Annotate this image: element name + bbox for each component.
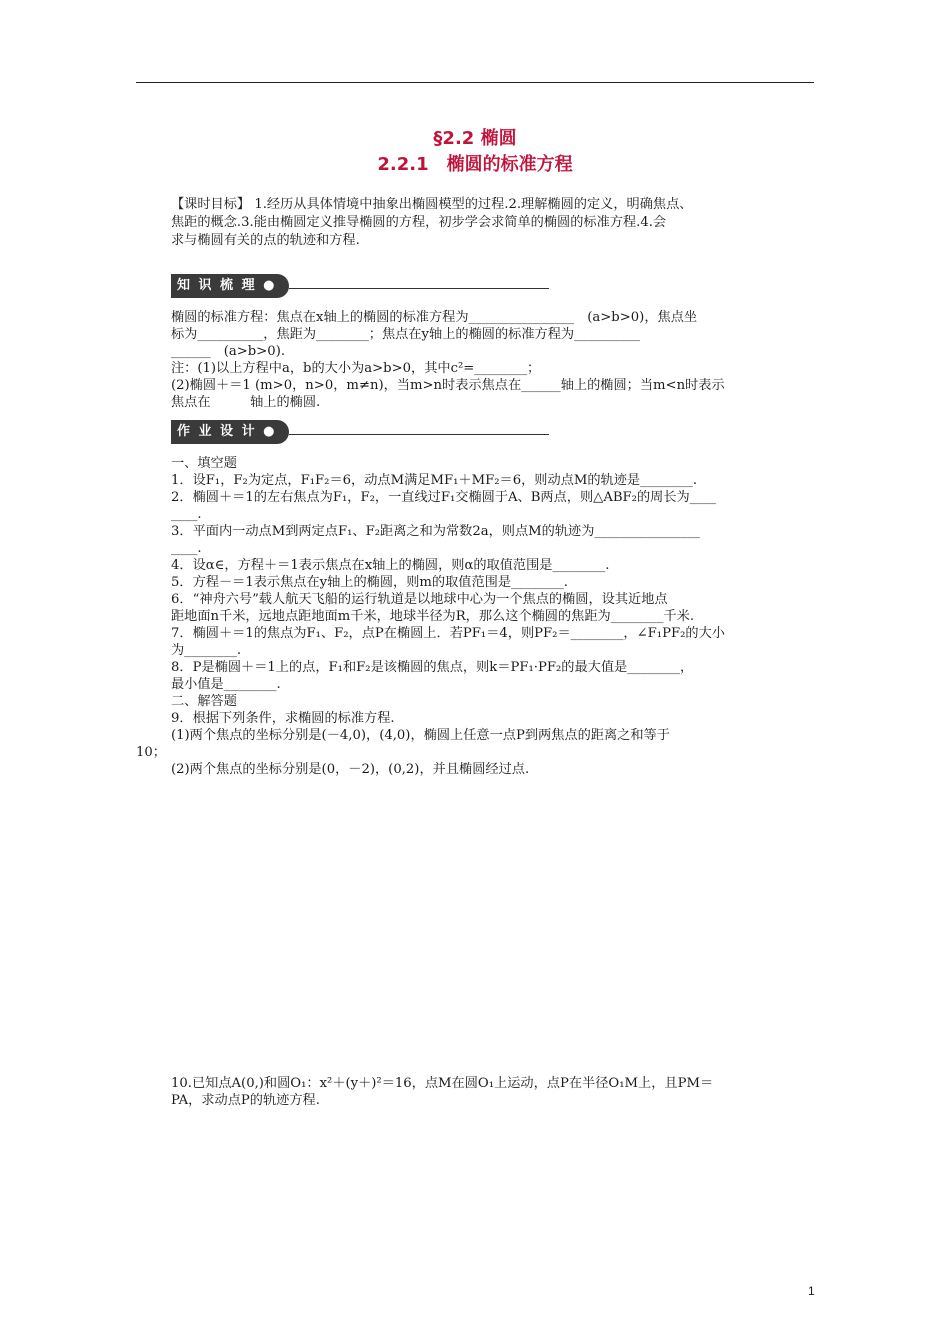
- knowledge-line-6: 焦点在 轴上的椭圆.: [171, 395, 321, 410]
- section-title: §2.2 椭圆: [433, 128, 517, 149]
- knowledge-line-1: 椭圆的标准方程：焦点在x轴上的椭圆的标准方程为________________ (a>b>0)，焦点坐: [171, 310, 698, 325]
- knowledge-header-rule: [289, 288, 549, 289]
- question-7-cont: 为________.: [171, 643, 242, 658]
- question-8: 8．P是椭圆＋＝1上的点，F₁和F₂是该椭圆的焦点，则k＝PF₁·PF₂的最大值是________，: [171, 660, 694, 675]
- question-2: 2．椭圆＋＝1的左右焦点为F₁，F₂，一直线过F₁交椭圆于A、B两点，则△ABF₂的周长为____: [171, 490, 717, 505]
- question-10: 10.已知点A(0,)和圆O₁：x²＋(y＋)²＝16，点M在圆O₁上运动，点P在半径O₁M上，且PM＝: [171, 1076, 714, 1091]
- question-9: 9．根据下列条件，求椭圆的标准方程.: [171, 711, 395, 726]
- question-7: 7．椭圆＋＝1的焦点为F₁、F₂，点P在椭圆上．若PF₁＝4，则PF₂＝________，∠F₁PF₂的大小: [171, 626, 725, 641]
- question-4: 4．设α∈，方程＋＝1表示焦点在x轴上的椭圆，则α的取值范围是________.: [171, 558, 610, 573]
- question-6-cont: 距地面n千米，远地点距地面m千米，地球半径为R，那么这个椭圆的焦距为________千米.: [171, 609, 695, 624]
- knowledge-header: [171, 274, 549, 298]
- knowledge-line-4: 注：(1)以上方程中a，b的大小为a>b>0，其中c²=________；: [171, 361, 541, 376]
- objectives-line-1: 【课时目标】 1.经历从具体情境中抽象出椭圆模型的过程.2.理解椭圆的定义，明确焦点、: [171, 197, 693, 212]
- knowledge-line-3: ______ (a>b>0).: [171, 344, 286, 359]
- page-number: 1: [808, 1284, 815, 1298]
- homework-header-label: 作 业 设 计 ●: [171, 420, 289, 444]
- knowledge-line-2: 标为__________，焦距为________；焦点在y轴上的椭圆的标准方程为__________: [171, 327, 641, 342]
- part1-heading: 一、填空题: [171, 456, 237, 471]
- question-9-2: (2)两个焦点的坐标分别是(0，－2)，(0,2)，并且椭圆经过点.: [171, 762, 530, 777]
- circle-bullet-icon: ●: [263, 424, 277, 439]
- header-rule: [136, 82, 814, 83]
- question-9-1: (1)两个焦点的坐标分别是(－4,0)，(4,0)，椭圆上任意一点P到两焦点的距离之和等于: [171, 728, 670, 743]
- question-1: 1．设F₁，F₂为定点，F₁F₂＝6，动点M满足MF₁＋MF₂＝6，则动点M的轨迹是________.: [171, 473, 698, 488]
- homework-header: [171, 420, 549, 444]
- part2-heading: 二、解答题: [171, 694, 237, 709]
- knowledge-line-5: (2)椭圆＋＝1 (m>0，n>0，m≠n)，当m>n时表示焦点在______轴上的椭圆；当m<n时表示: [171, 378, 725, 393]
- objectives-line-2: 焦距的概念.3.能由椭圆定义推导椭圆的方程，初步学会求简单的椭圆的标准方程.4.会: [171, 215, 667, 230]
- question-5: 5．方程－＝1表示焦点在y轴上的椭圆，则m的取值范围是________.: [171, 575, 568, 590]
- homework-header-rule: [289, 434, 549, 435]
- subsection-title: 2.2.1 椭圆的标准方程: [377, 154, 573, 175]
- question-2-cont: ____.: [171, 507, 202, 522]
- question-9-1-cont: 10；: [136, 745, 166, 760]
- question-6: 6．“神舟六号”载人航天飞船的运行轨道是以地球中心为一个焦点的椭圆，设其近地点: [171, 592, 668, 607]
- question-10-cont: PA，求动点P的轨迹方程.: [171, 1093, 320, 1108]
- knowledge-header-label: 知 识 梳 理 ●: [171, 274, 289, 298]
- question-3: 3．平面内一动点M到两定点F₁、F₂距离之和为常数2a，则点M的轨迹为________________: [171, 524, 700, 539]
- question-3-cont: ____.: [171, 541, 202, 556]
- circle-bullet-icon: ●: [263, 278, 277, 293]
- objectives-line-3: 求与椭圆有关的点的轨迹和方程.: [171, 233, 360, 248]
- question-8-cont: 最小值是________.: [171, 677, 281, 692]
